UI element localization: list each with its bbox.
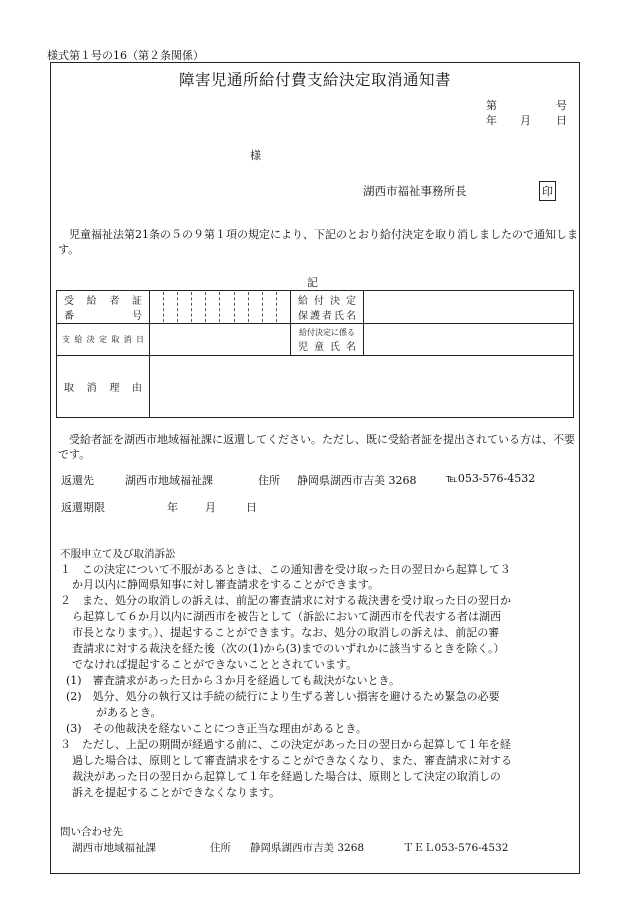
appeal-line: 査請求に対する裁決を経た後（次の(1)から(3)までのいずれかに該当するときを除く。） bbox=[72, 642, 505, 655]
guardian-label-line1: 給 付 決 定 bbox=[298, 296, 356, 307]
appeal-line: 訴えを提起することができなくなります。 bbox=[72, 786, 281, 799]
reason-cell[interactable] bbox=[150, 356, 574, 418]
date-month: 月 bbox=[520, 114, 531, 127]
return-to-label: 返還先 bbox=[61, 474, 94, 487]
return-to-address: 静岡県湖西市吉美 3268 bbox=[297, 474, 417, 487]
table-row-cancel-date bbox=[57, 324, 574, 356]
number-prefix: 第 bbox=[486, 99, 497, 112]
appeal-line: 過した場合は、原則として審査請求をすることができなくなり、また、審査請求に対する bbox=[72, 754, 512, 767]
return-to-tel: ℡053-576-4532 bbox=[446, 472, 536, 485]
notice-table bbox=[56, 290, 574, 418]
appeal-line: か月以内に静岡県知事に対し審査請求をすることができます。 bbox=[72, 578, 380, 591]
deadline-month: 月 bbox=[205, 501, 216, 514]
appeal-line: (1) 審査請求があった日から３か月を経過しても裁決がないとき。 bbox=[66, 674, 401, 687]
ki-marker: 記 bbox=[307, 276, 318, 289]
child-label-line2: 児 童 氏 名 bbox=[298, 341, 356, 353]
number-suffix: 号 bbox=[556, 99, 567, 112]
appeal-line: があるとき。 bbox=[96, 706, 162, 719]
table-row-certificate bbox=[57, 291, 574, 324]
deadline-year: 年 bbox=[167, 501, 178, 514]
appeal-heading: 不服申立て及び取消訴訟 bbox=[60, 548, 176, 560]
cancel-date-label-cell bbox=[57, 324, 150, 356]
cert-label-line2: 番 号 bbox=[64, 311, 142, 322]
issuer-name: 湖西市福祉事務所長 bbox=[363, 184, 467, 198]
appeal-line: でなければ提起することができないこととされています。 bbox=[72, 658, 358, 671]
date-year: 年 bbox=[486, 114, 497, 127]
appeal-line: (3) その他裁決を経ないことにつき正当な理由があるとき。 bbox=[66, 722, 367, 735]
cancel-date-label: 支 給 決 定 取 消 日 bbox=[62, 335, 144, 344]
cert-label-line1: 受 給 者 証 bbox=[64, 296, 142, 307]
appeal-line: ２ また、処分の取消しの訴えは、前記の審査請求に対する裁決書を受け取った日の翌日か bbox=[60, 594, 511, 607]
return-to-office: 湖西市地域福祉課 bbox=[125, 474, 213, 487]
addressee-suffix: 様 bbox=[250, 149, 261, 162]
child-label-line1: 給付決定に係る bbox=[299, 327, 355, 337]
guardian-name-cell[interactable] bbox=[364, 291, 574, 324]
cert-digit-boxes bbox=[150, 292, 290, 322]
appeal-line: 裁決があった日の翌日から起算して１年を経過した場合は、原則として決定の取消しの bbox=[72, 770, 501, 783]
intro-paragraph: 児童福祉法第21条の５の９第１項の規定により、下記のとおり給付決定を取り消しましたので通知します。 bbox=[58, 228, 578, 256]
child-name-cell[interactable] bbox=[364, 324, 574, 356]
seal-mark: 印 bbox=[539, 181, 556, 201]
cert-number-cell[interactable] bbox=[150, 291, 291, 324]
child-label-cell bbox=[291, 324, 364, 356]
document-title: 障害児通所給付費支給決定取消通知書 bbox=[178, 71, 451, 89]
contact-heading: 問い合わせ先 bbox=[60, 826, 123, 838]
appeal-line: (2) 処分、処分の執行又は手続の続行により生ずる著しい損害を避けるため緊急の必要 bbox=[66, 690, 500, 703]
return-notice: 受給者証を湖西市地域福祉課に返還してください。ただし、既に受給者証を提出されている方は、不要です。 bbox=[58, 433, 575, 461]
reason-label-cell bbox=[57, 356, 150, 418]
contact-office: 湖西市地域福祉課 bbox=[72, 842, 156, 854]
contact-address-label: 住所 bbox=[210, 842, 231, 854]
return-deadline-label: 返還期限 bbox=[61, 501, 105, 514]
reason-label: 取 消 理 由 bbox=[64, 383, 142, 394]
guardian-label-line2: 保 護 者 氏 名 bbox=[298, 311, 356, 322]
appeal-line: １ この決定について不服があるときは、この通知書を受け取った日の翌日から起算して３ bbox=[60, 563, 511, 576]
table-row-reason bbox=[57, 356, 574, 418]
form-number-label: 様式第１号の16（第２条関係） bbox=[47, 49, 204, 62]
appeal-line: ら起算して６か月以内に湖西市を被告として（訴訟において湖西市を代表する者は湖西 bbox=[72, 610, 501, 623]
guardian-label-cell bbox=[291, 291, 364, 324]
contact-address: 静岡県湖西市吉美 3268 bbox=[250, 842, 365, 854]
return-to-address-label: 住所 bbox=[258, 474, 280, 487]
cert-label-cell bbox=[57, 291, 150, 324]
appeal-line: ３ ただし、上記の期間が経過する前に、この決定があった日の翌日から起算して１年を経 bbox=[60, 738, 511, 751]
cancel-date-cell[interactable] bbox=[150, 324, 291, 356]
deadline-day: 日 bbox=[246, 501, 257, 514]
appeal-line: 市長となります。）、提起することができます。なお、処分の取消しの訴えは、前記の審 bbox=[72, 626, 500, 639]
date-day: 日 bbox=[556, 114, 567, 127]
contact-tel: ＴＥＬ053-576-4532 bbox=[403, 842, 509, 854]
